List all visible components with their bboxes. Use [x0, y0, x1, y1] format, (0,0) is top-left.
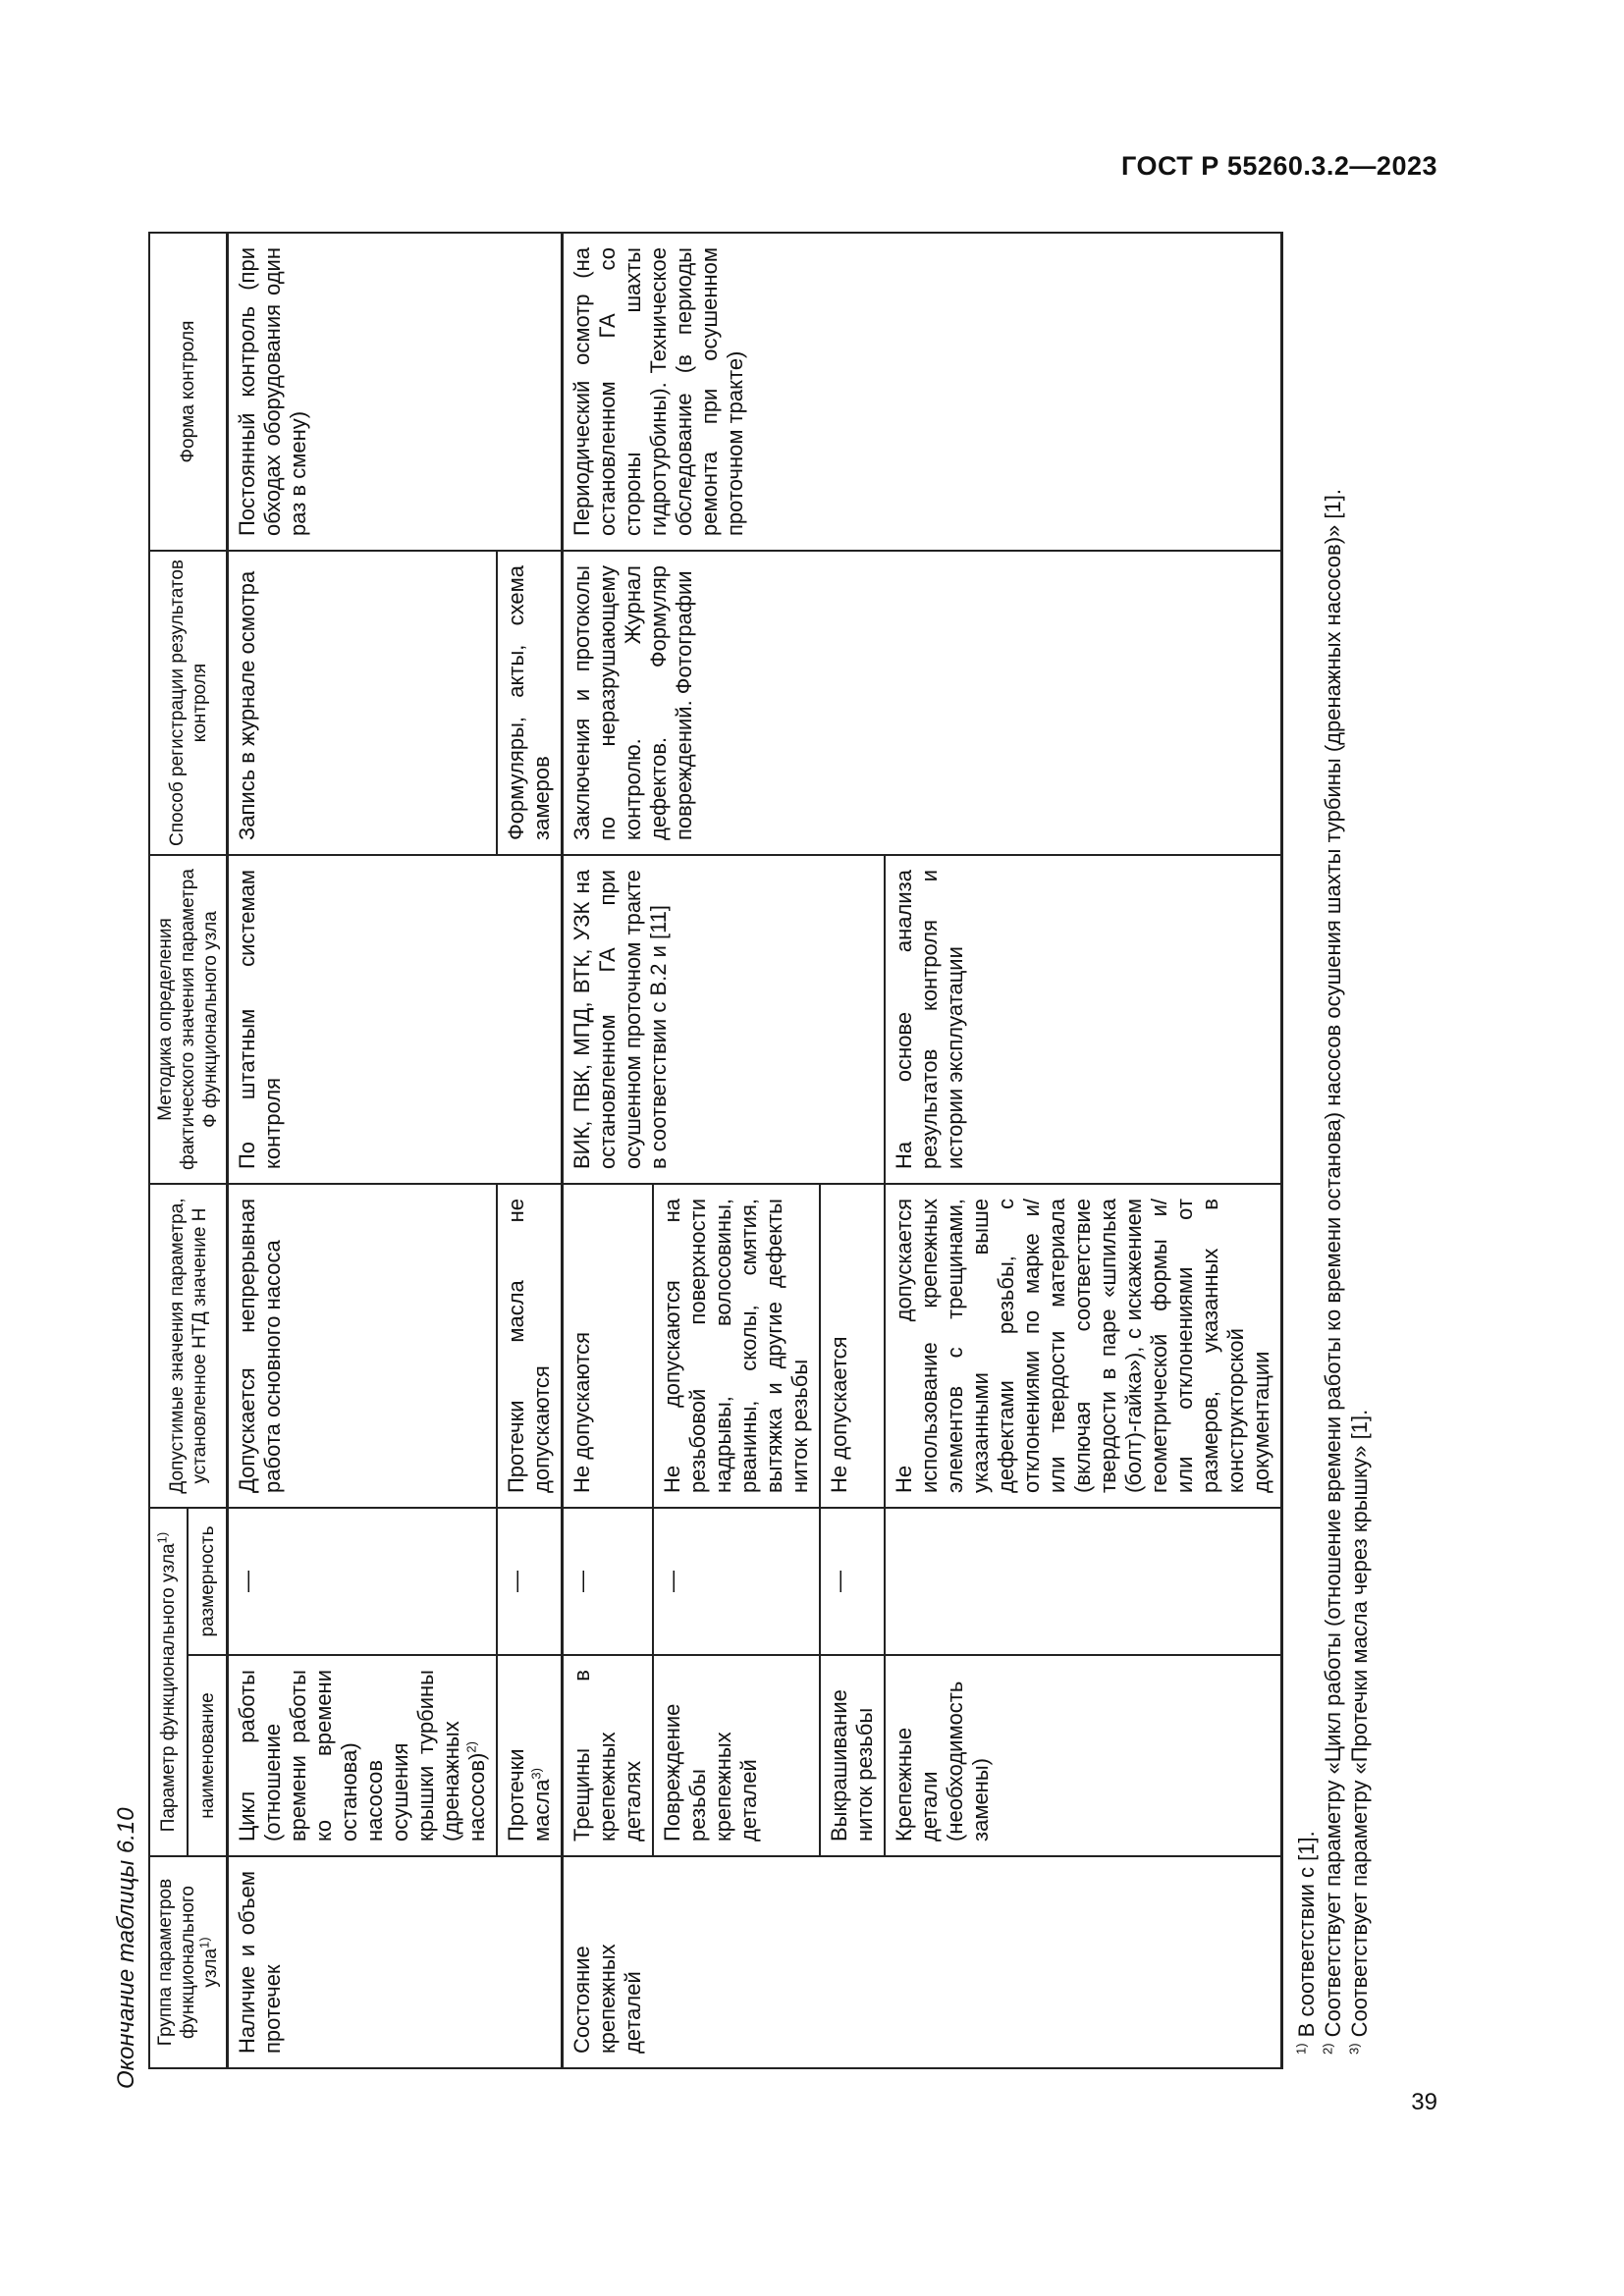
allowed-cell: Не допускаются	[563, 1184, 654, 1508]
rotated-table-area	[113, 234, 1409, 2089]
dim-cell: —	[653, 1508, 820, 1655]
header-method: Методика определения фактического значения параметра Ф функционального узла	[149, 855, 228, 1184]
header-param: Параметр функционального узла$^{1)}$	[149, 1508, 188, 1856]
param-name-cell: Крепежные детали (необходимость замены)	[885, 1655, 1282, 1856]
header-registration: Способ регистрации результатов контроля	[149, 551, 228, 855]
footnote: $^{3)}$ Соответствует параметру «Протечки масла через крышку» [1].	[1346, 1409, 1372, 2055]
param-name-cell: Цикл работы (отношение времени работы ко времени останова) насосов осушения крышки турбины (дренажных насосов)$^{2)}$	[228, 1655, 498, 1856]
group-cell: Наличие и объем протечек	[228, 1856, 563, 2068]
dim-cell	[885, 1508, 1282, 1655]
dim-cell: —	[563, 1508, 654, 1655]
dim-cell: —	[497, 1508, 563, 1655]
page-number: 39	[1411, 2089, 1437, 2115]
footnotes-row	[1282, 233, 1383, 2068]
header-name: наименование	[188, 1655, 227, 1856]
allowed-cell: Не допускается использование крепежных элементов с трещинами, указанными выше дефектами резьбы, с отклонениями по марке и/или твердости материала (включая соответствие твердости в паре «шпилька (болт)-гайка»), с искажением геометрической формы и/или отклонениями от размеров, указанных в конструкторской документации	[885, 1184, 1282, 1508]
param-name-cell: Протечки масла$^{3)}$	[497, 1655, 563, 1856]
allowed-cell: Не допускаются на резьбовой поверхности надрывы, волосовины, рванины, сколы, смятия, вытяжка и другие дефекты ниток резьбы	[653, 1184, 820, 1508]
param-name-cell: Повреждение резьбы крепежных деталей	[653, 1655, 820, 1856]
method-cell: ВИК, ПВК, МПД, ВТК, УЗК на остановленном ГА при осушенном проточном тракте в соответствии с В.2 и [11]	[563, 855, 886, 1184]
method-cell: По штатным системам контроля	[228, 855, 563, 1184]
header-group: Группа параметров функционального узла$^{1)}$	[149, 1856, 228, 2068]
header-form: Форма контроля	[149, 233, 228, 551]
group-cell: Состояние крепежных деталей	[563, 1856, 1282, 2068]
table-row	[228, 233, 498, 2068]
allowed-cell: Допускается непрерывная работа основного насоса	[228, 1184, 498, 1508]
header-dim: размерность	[188, 1508, 227, 1655]
table-caption: Окончание таблицы 6.10	[113, 1807, 139, 2089]
dim-cell: —	[228, 1508, 498, 1655]
footnote: $^{1)}$ В соответствии с [1].	[1293, 1831, 1319, 2055]
param-name-cell: Выкрашивание ниток резьбы	[820, 1655, 885, 1856]
document-code: ГОСТ Р 55260.3.2—2023	[1121, 151, 1437, 181]
registration-cell: Формуляры, акты, схема замеров	[497, 551, 563, 855]
header-allowed: Допустимые значения параметра, установленное НТД значение Н	[149, 1184, 228, 1508]
param-name-cell: Трещины в крепежных деталях	[563, 1655, 654, 1856]
dim-cell: —	[820, 1508, 885, 1655]
header-row-1	[149, 233, 188, 2068]
parameters-table	[148, 232, 1382, 2069]
allowed-cell: Не допускается	[820, 1184, 885, 1508]
table-row	[563, 233, 654, 2068]
form-cell: Постоянный контроль (при обходах оборудования один раз в смену)	[228, 233, 563, 551]
registration-cell: Заключения и протоколы по неразрушающему контролю. Журнал дефектов. Формуляр повреждений. Фотографии	[563, 551, 1282, 855]
allowed-cell: Протечки масла не допускаются	[497, 1184, 563, 1508]
footnote: $^{2)}$ Соответствует параметру «Цикл работы (отношение времени работы ко времени останова) насосов осушения шахты турбины (дренажных насосов)» [1].	[1320, 489, 1345, 2055]
form-cell: Периодический осмотр (на остановленном ГА со стороны шахты гидротурбины). Техническое обследование (в периоды ремонта при осушенном проточном тракте)	[563, 233, 1282, 551]
method-cell: На основе анализа результатов контроля и истории эксплуатации	[885, 855, 1282, 1184]
footnotes	[1282, 233, 1383, 2068]
registration-cell: Запись в журнале осмотра	[228, 551, 498, 855]
